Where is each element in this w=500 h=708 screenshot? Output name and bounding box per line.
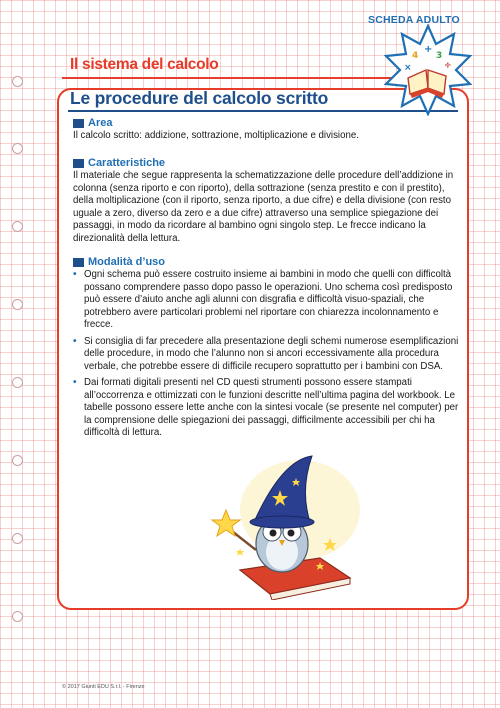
bullet-dot-icon: • <box>73 335 77 347</box>
list-item: • Si consiglia di far precedere alla presentazione degli schemi numerose esemplificazioni delle procedure, in modo che l’alunno non si ancori eccessivamente alla procedura verbale, che potrebbe essere di difficile recupero soprattutto per i bambini con DSA. <box>73 335 459 372</box>
svg-text:+: + <box>424 44 433 55</box>
square-bullet-icon <box>73 258 84 267</box>
square-bullet-icon <box>73 119 84 128</box>
caratteristiche-text: Il materiale che segue rappresenta la schematizzazione delle procedure dell’addizione in colonna (senza riporto e con riporto), della sottrazione (senza prestito e con il prestito), della moltiplicazione (con il riporto, senza riporto, a due cifre) e della divisione (con resto uguale a zero, diverso da zero e a due cifre) attraverso una semplice spiegazione dei passaggi, in modo da ricordare al bambino ogni singolo step. Le frecce indicano la direzionalità della lettura. <box>73 170 454 244</box>
binder-hole <box>12 377 23 388</box>
caratteristiche-heading: Caratteristiche <box>73 157 461 169</box>
section-modalita <box>73 256 461 444</box>
binder-hole <box>12 76 23 87</box>
binder-hole <box>12 143 23 154</box>
svg-text:×: × <box>404 63 412 73</box>
wizard-owl-on-book-icon <box>200 450 360 600</box>
area-heading: Area <box>73 117 461 129</box>
svg-text:÷: ÷ <box>444 61 452 71</box>
page-title: Le procedure del calcolo scritto <box>70 88 329 108</box>
bullet-dot-icon: • <box>73 377 77 388</box>
square-bullet-icon <box>73 159 84 168</box>
list-item: • Ogni schema può essere costruito insieme ai bambini in modo che quelli con difficoltà possano comprendere passo dopo passo le operazioni. Uno schema così predisposto può essere d’aiuto anche agli alunni con disgrafia e difficoltà visuo-spaziali, che potrebbero avere particolari problemi nel riportare con chiarezza incolonnamento e frecce. <box>73 269 453 330</box>
modalita-list <box>73 269 461 440</box>
svg-text:3: 3 <box>436 51 443 61</box>
binder-hole <box>12 611 23 622</box>
list-item: • Dai formati digitali presenti nel CD questi strumenti possono essere stampati all’occorrenza e ottimizzati con le funzioni descritte nell’ultima pagina del workbook. Le tabelle possono essere lette anche con la sintesi vocale (se presente nel computer) per la comprensione delle spiegazioni dei passaggi, difficilmente accessibili per chi ha difficoltà di lettura. <box>73 377 459 438</box>
open-book-star-icon <box>382 24 474 116</box>
section-title: Il sistema del calcolo <box>70 56 219 73</box>
binder-hole <box>12 533 23 544</box>
binder-hole <box>12 221 23 232</box>
area-text: Il calcolo scritto: addizione, sottrazione, moltiplicazione e divisione. <box>73 130 359 141</box>
copyright-footer: © 2017 Giunti EDU S.r.l. - Firenze <box>62 684 145 690</box>
binder-hole <box>12 455 23 466</box>
svg-text:4: 4 <box>412 51 419 61</box>
section-caratteristiche <box>73 157 461 245</box>
section-divider <box>62 77 392 79</box>
scheda-badge: SCHEDA ADULTO <box>368 14 460 26</box>
section-area <box>73 117 461 143</box>
modalita-heading: Modalità d’uso <box>73 256 461 268</box>
binder-hole <box>12 299 23 310</box>
bullet-dot-icon: • <box>73 269 77 280</box>
